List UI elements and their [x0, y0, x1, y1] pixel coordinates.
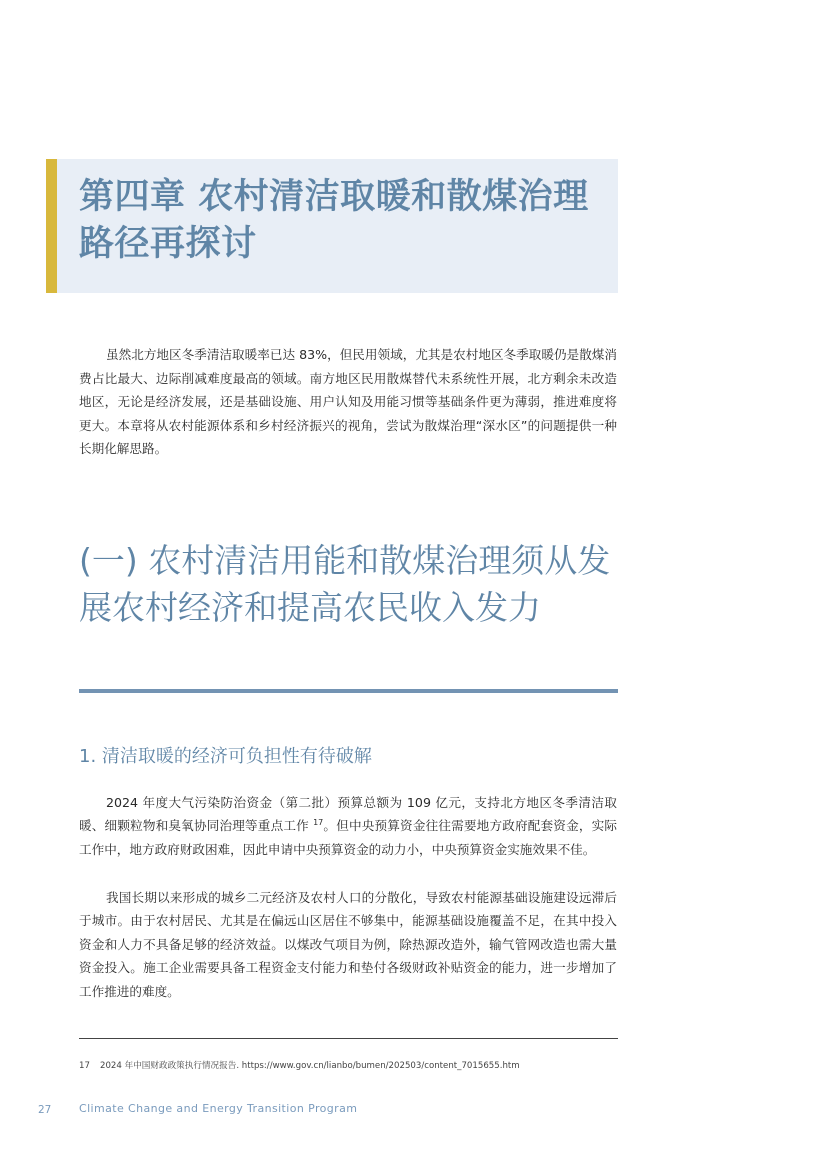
body-paragraph-1 — [79, 791, 617, 861]
chapter-title: 第四章 农村清洁取暖和散煤治理路径再探讨 — [79, 177, 589, 264]
page-number: 27 — [38, 1104, 52, 1116]
section-divider — [79, 689, 618, 693]
chapter-accent-bar — [46, 159, 57, 293]
footnote-text[interactable]: 2024 年中国财政政策执行情况报告. https://www.gov.cn/lianbo/bumen/202503/content_7015655.htm — [100, 1061, 520, 1071]
footer-program-name: Climate Change and Energy Transition Program — [79, 1102, 358, 1115]
body-paragraph-1-text-a: 2024 年度大气污染防治资金（第二批）预算总额为 109 亿元，支持北方地区冬季清洁取暖、细颗粒物和臭氧协同治理等重点工作 — [79, 795, 617, 834]
body-paragraph-2: 我国长期以来形成的城乡二元经济及农村人口的分散化，导致农村能源基础设施建设远滞后于城市。由于农村居民、尤其是在偏远山区居住不够集中，能源基础设施覆盖不足，在其中投入资金和人力不具备足够的经济效益。以煤改气项目为例，除热源改造外，输气管网改造也需大量资金投入。施工企业需要具备工程资金支付能力和垫付各级财政补贴资金的能力，进一步增加了工作推进的难度。 — [79, 890, 617, 999]
footnote-reference[interactable]: 17 — [313, 818, 324, 828]
subsection-title: 1. 清洁取暖的经济可负担性有待破解 — [79, 746, 372, 767]
footnote — [79, 1059, 619, 1073]
chapter-header — [46, 159, 618, 293]
footnote-number: 17 — [79, 1061, 90, 1071]
body-paragraph-1-text-b: 。但中央预算资金往往需要地方政府配套资金，实际工作中，地方政府财政困难，因此申请中央预算资金的动力小，中央预算资金实施效果不佳。 — [79, 818, 617, 857]
footnote-divider — [79, 1038, 618, 1039]
section-title: (一) 农村清洁用能和散煤治理须从发展农村经济和提高农民收入发力 — [79, 541, 611, 627]
chapter-intro-paragraph: 虽然北方地区冬季清洁取暖率已达 83%，但民用领域，尤其是农村地区冬季取暖仍是散煤消费占比最大、边际削减难度最高的领域。南方地区民用散煤替代未系统性开展，北方剩余未改造地区，无论是经济发展，还是基础设施、用户认知及用能习惯等基础条件更为薄弱，推进难度将更大。本章将从农村能源体系和乡村经济振兴的视角，尝试为散煤治理“深水区”的问题提供一种长期化解思路。 — [79, 347, 617, 457]
